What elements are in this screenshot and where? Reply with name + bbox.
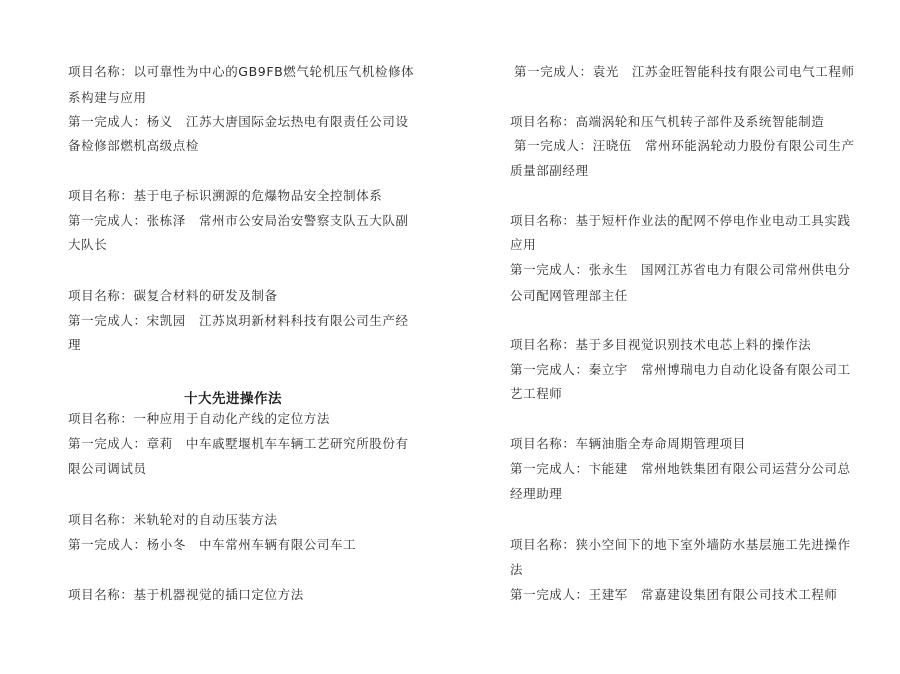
first-completer-line-cont: 经理助理 <box>510 486 563 501</box>
project-name-line: 项目名称：以可靠性为中心的GB9FB燃气轮机压气机检修体 <box>68 64 415 79</box>
project-name-line: 项目名称：高端涡轮和压气机转子部件及系统智能制造 <box>510 114 825 129</box>
project-name-line-cont: 法 <box>510 562 524 577</box>
first-completer-line: 第一完成人：卞能建 常州地铁集团有限公司运营分公司总 <box>510 461 851 476</box>
first-completer-line: 第一完成人：秦立宇 常州博瑞电力自动化设备有限公司工 <box>510 362 851 377</box>
first-completer-line: 第一完成人：宋凯园 江苏岚玥新材料科技有限公司生产经 <box>68 313 409 328</box>
first-completer-line-cont: 备检修部燃机高级点检 <box>68 138 200 153</box>
project-name-line-cont: 应用 <box>510 237 537 252</box>
project-name-line-cont: 系构建与应用 <box>68 90 147 105</box>
project-name-line: 项目名称：基于电子标识溯源的危爆物品安全控制体系 <box>68 188 383 203</box>
first-completer-line-cont: 艺工程师 <box>510 386 563 401</box>
first-completer-line-cont: 公司配网管理部主任 <box>510 288 628 303</box>
project-name-line: 项目名称：米轨轮对的自动压装方法 <box>68 512 278 527</box>
first-completer-line: 第一完成人：杨小冬 中车常州车辆有限公司车工 <box>68 537 357 552</box>
project-name-line: 项目名称：狭小空间下的地下室外墙防水基层施工先进操作 <box>510 537 851 552</box>
project-name-line: 项目名称：车辆油脂全寿命周期管理项目 <box>510 436 746 451</box>
first-completer-line-cont: 质量部副经理 <box>510 163 589 178</box>
first-completer-line-cont: 理 <box>68 337 82 352</box>
first-completer-line: 第一完成人：王建军 常嘉建设集团有限公司技术工程师 <box>510 587 838 602</box>
first-completer-line: 第一完成人：袁光 江苏金旺智能科技有限公司电气工程师 <box>514 64 855 79</box>
project-name-line: 项目名称：基于机器视觉的插口定位方法 <box>68 587 304 602</box>
first-completer-line: 第一完成人：杨义 江苏大唐国际金坛热电有限责任公司设 <box>68 114 409 129</box>
first-completer-line-cont: 限公司调试员 <box>68 461 147 476</box>
first-completer-line-cont: 大队长 <box>68 237 108 252</box>
section-heading: 十大先进操作法 <box>184 391 282 407</box>
project-name-line: 项目名称：基于短杆作业法的配网不停电作业电动工具实践 <box>510 213 851 228</box>
project-name-line: 项目名称：碳复合材料的研发及制备 <box>68 288 278 303</box>
first-completer-line: 第一完成人：汪晓伍 常州环能涡轮动力股份有限公司生产 <box>514 138 855 153</box>
first-completer-line: 第一完成人：张栋泽 常州市公安局治安警察支队五大队副 <box>68 213 409 228</box>
project-name-line: 项目名称：基于多目视觉识别技术电芯上料的操作法 <box>510 337 812 352</box>
first-completer-line: 第一完成人：张永生 国网江苏省电力有限公司常州供电分 <box>510 262 851 277</box>
project-name-line: 项目名称：一种应用于自动化产线的定位方法 <box>68 411 331 426</box>
first-completer-line: 第一完成人：章莉 中车戚墅堰机车车辆工艺研究所股份有 <box>68 436 409 451</box>
